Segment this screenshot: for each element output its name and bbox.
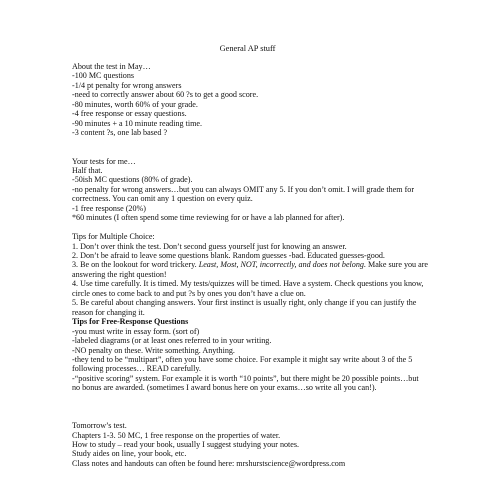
fr-tip: -“positive scoring” system. For example it is worth “10 points”, but there might be 20 possible points…but no bonus are awarded. (sometimes I award bonus here on your exams…so write all you can!).	[72, 373, 419, 393]
may-test-item: -need to correctly answer about 60 ?s to get a good score.	[72, 90, 259, 100]
my-tests-item: Half that.	[72, 165, 103, 175]
fr-tip: -NO penalty on these. Write something. Anything.	[72, 345, 235, 355]
fr-tip: -they tend to be “multipart”, often you have some choice. For example it might say write about 3 of the 5 following processes… READ carefully.	[72, 355, 413, 374]
tomorrow-heading: Tomorrow’s test.	[72, 421, 127, 431]
mc-tip-text: 3. Be on the lookout for word trickery.	[72, 260, 199, 270]
mc-tip: 5. Be careful about changing answers. Your first instinct is usually right, only change if you can justify the reason for changing it.	[72, 298, 417, 317]
mc-tip: 1. Don’t over think the test. Don’t second guess yourself just for knowing an answer.	[72, 241, 347, 251]
may-test-heading: About the test in May…	[72, 62, 151, 71]
document-title: General AP stuff	[219, 44, 276, 53]
document-body	[72, 62, 428, 468]
my-tests-item: -50ish MC questions (80% of grade).	[72, 175, 193, 185]
tomorrow-item: Study aides on line, your book, etc.	[72, 449, 187, 459]
tomorrow-item: Class notes and handouts can often be found here: mrshurstscience@wordpress.com	[72, 458, 346, 468]
may-test-item: -3 content ?s, one lab based ?	[72, 128, 168, 138]
fr-tips-heading: Tips for Free-Response Questions	[72, 317, 189, 327]
may-test-item: -4 free response or essay questions.	[72, 109, 187, 119]
fr-tip: -you must write in essay form. (sort of)	[72, 326, 200, 336]
mc-tip-text: Make sure you are answering the right question!	[72, 260, 428, 279]
mc-tip: 2. Don’t be afraid to leave some questions blank. Random guesses -bad. Educated guesses-good.	[72, 251, 385, 261]
my-tests-heading: Your tests for me…	[72, 156, 136, 166]
may-test-item: -80 minutes, worth 60% of your grade.	[72, 99, 198, 109]
may-test-item: -100 MC questions	[72, 71, 135, 81]
mc-tip-italic-words: Least, Most, NOT, incorrectly, and does not belong.	[198, 260, 366, 270]
my-tests-item: -1 free response (20%)	[72, 203, 146, 213]
may-test-item: -90 minutes + a 10 minute reading time.	[72, 118, 202, 128]
my-tests-item: *60 minutes (I often spend some time reviewing for or have a lab planned for after).	[72, 213, 345, 223]
my-tests-item: -no penalty for wrong answers…but you can always OMIT any 5. If you don’t omit. I will grade them for correctness. You can omit any 1 question on every quiz.	[72, 184, 415, 204]
fr-tip: -labeled diagrams (or at least ones referred to in your writing.	[72, 336, 272, 346]
mc-tip	[72, 260, 428, 279]
tomorrow-item: How to study – read your book, usually I suggest studying your notes.	[72, 440, 300, 450]
tomorrow-item: Chapters 1-3. 50 MC, 1 free response on the properties of water.	[72, 430, 281, 440]
may-test-item: -1/4 pt penalty for wrong answers	[72, 80, 182, 90]
mc-tips-heading: Tips for Multiple Choice:	[72, 232, 155, 242]
mc-tip: 4. Use time carefully. It is timed. My tests/quizzes will be timed. Have a system. Check questions you know, circle ones to come back to and put ?s by ones you don’t have a clue on.	[72, 279, 424, 298]
